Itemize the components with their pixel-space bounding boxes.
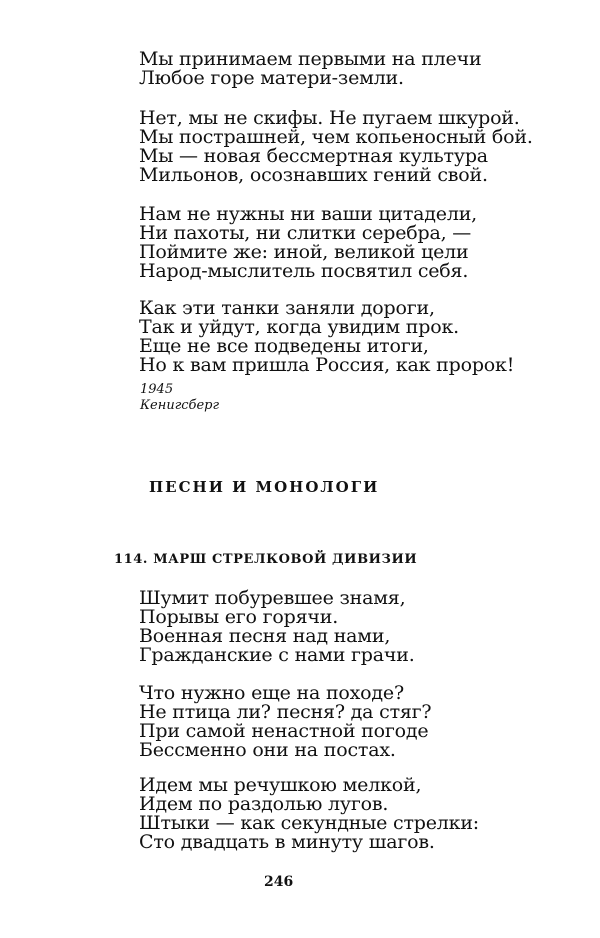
poem-title: 114. МАРШ СТРЕЛКОВОЙ ДИВИЗИИ (114, 552, 418, 567)
poem-line: Гражданские с нами грачи. (139, 644, 415, 666)
prev-poem-stanza-3 (139, 205, 569, 281)
prev-poem-stanza-2 (139, 109, 569, 185)
poem-place: Кенигсберг (140, 398, 220, 413)
poem-line: Не птица ли? песня? да стяг? (139, 701, 432, 723)
poem-line: Идем по раздолью лугов. (139, 793, 389, 815)
poem-stanza-3 (139, 776, 569, 852)
poem-line: Еще не все подведены итоги, (139, 335, 429, 357)
poem-line: Мы пострашней, чем копьеносный бой. (139, 126, 533, 148)
section-title: ПЕСНИ И МОНОЛОГИ (149, 478, 380, 496)
poem-line: Сто двадцать в минуту шагов. (139, 831, 435, 853)
poem-line: Но к вам пришла Россия, как пророк! (139, 354, 515, 376)
poem-line: Военная песня над нами, (139, 625, 391, 647)
poem-line: Штыки — как секундные стрелки: (139, 812, 479, 834)
poem-line: Идем мы речушкою мелкой, (139, 774, 422, 796)
poem-line: Порывы его горячи. (139, 606, 339, 628)
poem-line: При самой ненастной погоде (139, 720, 429, 742)
poem-line: Народ-мыслитель посвятил себя. (139, 260, 469, 282)
poem-line: Как эти танки заняли дороги, (139, 297, 435, 319)
poem-line: Поймите же: иной, великой цели (139, 241, 469, 263)
poem-line: Нам не нужны ни ваши цитадели, (139, 203, 478, 225)
poem-line: Любое горе матери-земли. (139, 67, 404, 89)
prev-poem-stanza-4 (139, 299, 569, 375)
poem-line: Мы принимаем первыми на плечи (139, 48, 482, 70)
poem-line: Ни пахоты, ни слитки серебра, — (139, 222, 472, 244)
poem-line: Мы — новая бессмертная культура (139, 145, 488, 167)
poem-year: 1945 (140, 382, 174, 397)
poem-line: Мильонов, осознавших гений свой. (139, 164, 488, 186)
poem-stanza-1 (139, 589, 569, 665)
poem-line: Бессменно они на постах. (139, 739, 396, 761)
page-number: 246 (264, 874, 294, 890)
poem-line: Так и уйдут, когда увидим прок. (139, 316, 459, 338)
poem-line: Шумит побуревшее знамя, (139, 587, 406, 609)
poem-line: Что нужно еще на походе? (139, 682, 404, 704)
poem-stanza-2 (139, 684, 569, 760)
poem-line: Нет, мы не скифы. Не пугаем шкурой. (139, 107, 520, 129)
prev-poem-stanza-1 (139, 50, 569, 88)
